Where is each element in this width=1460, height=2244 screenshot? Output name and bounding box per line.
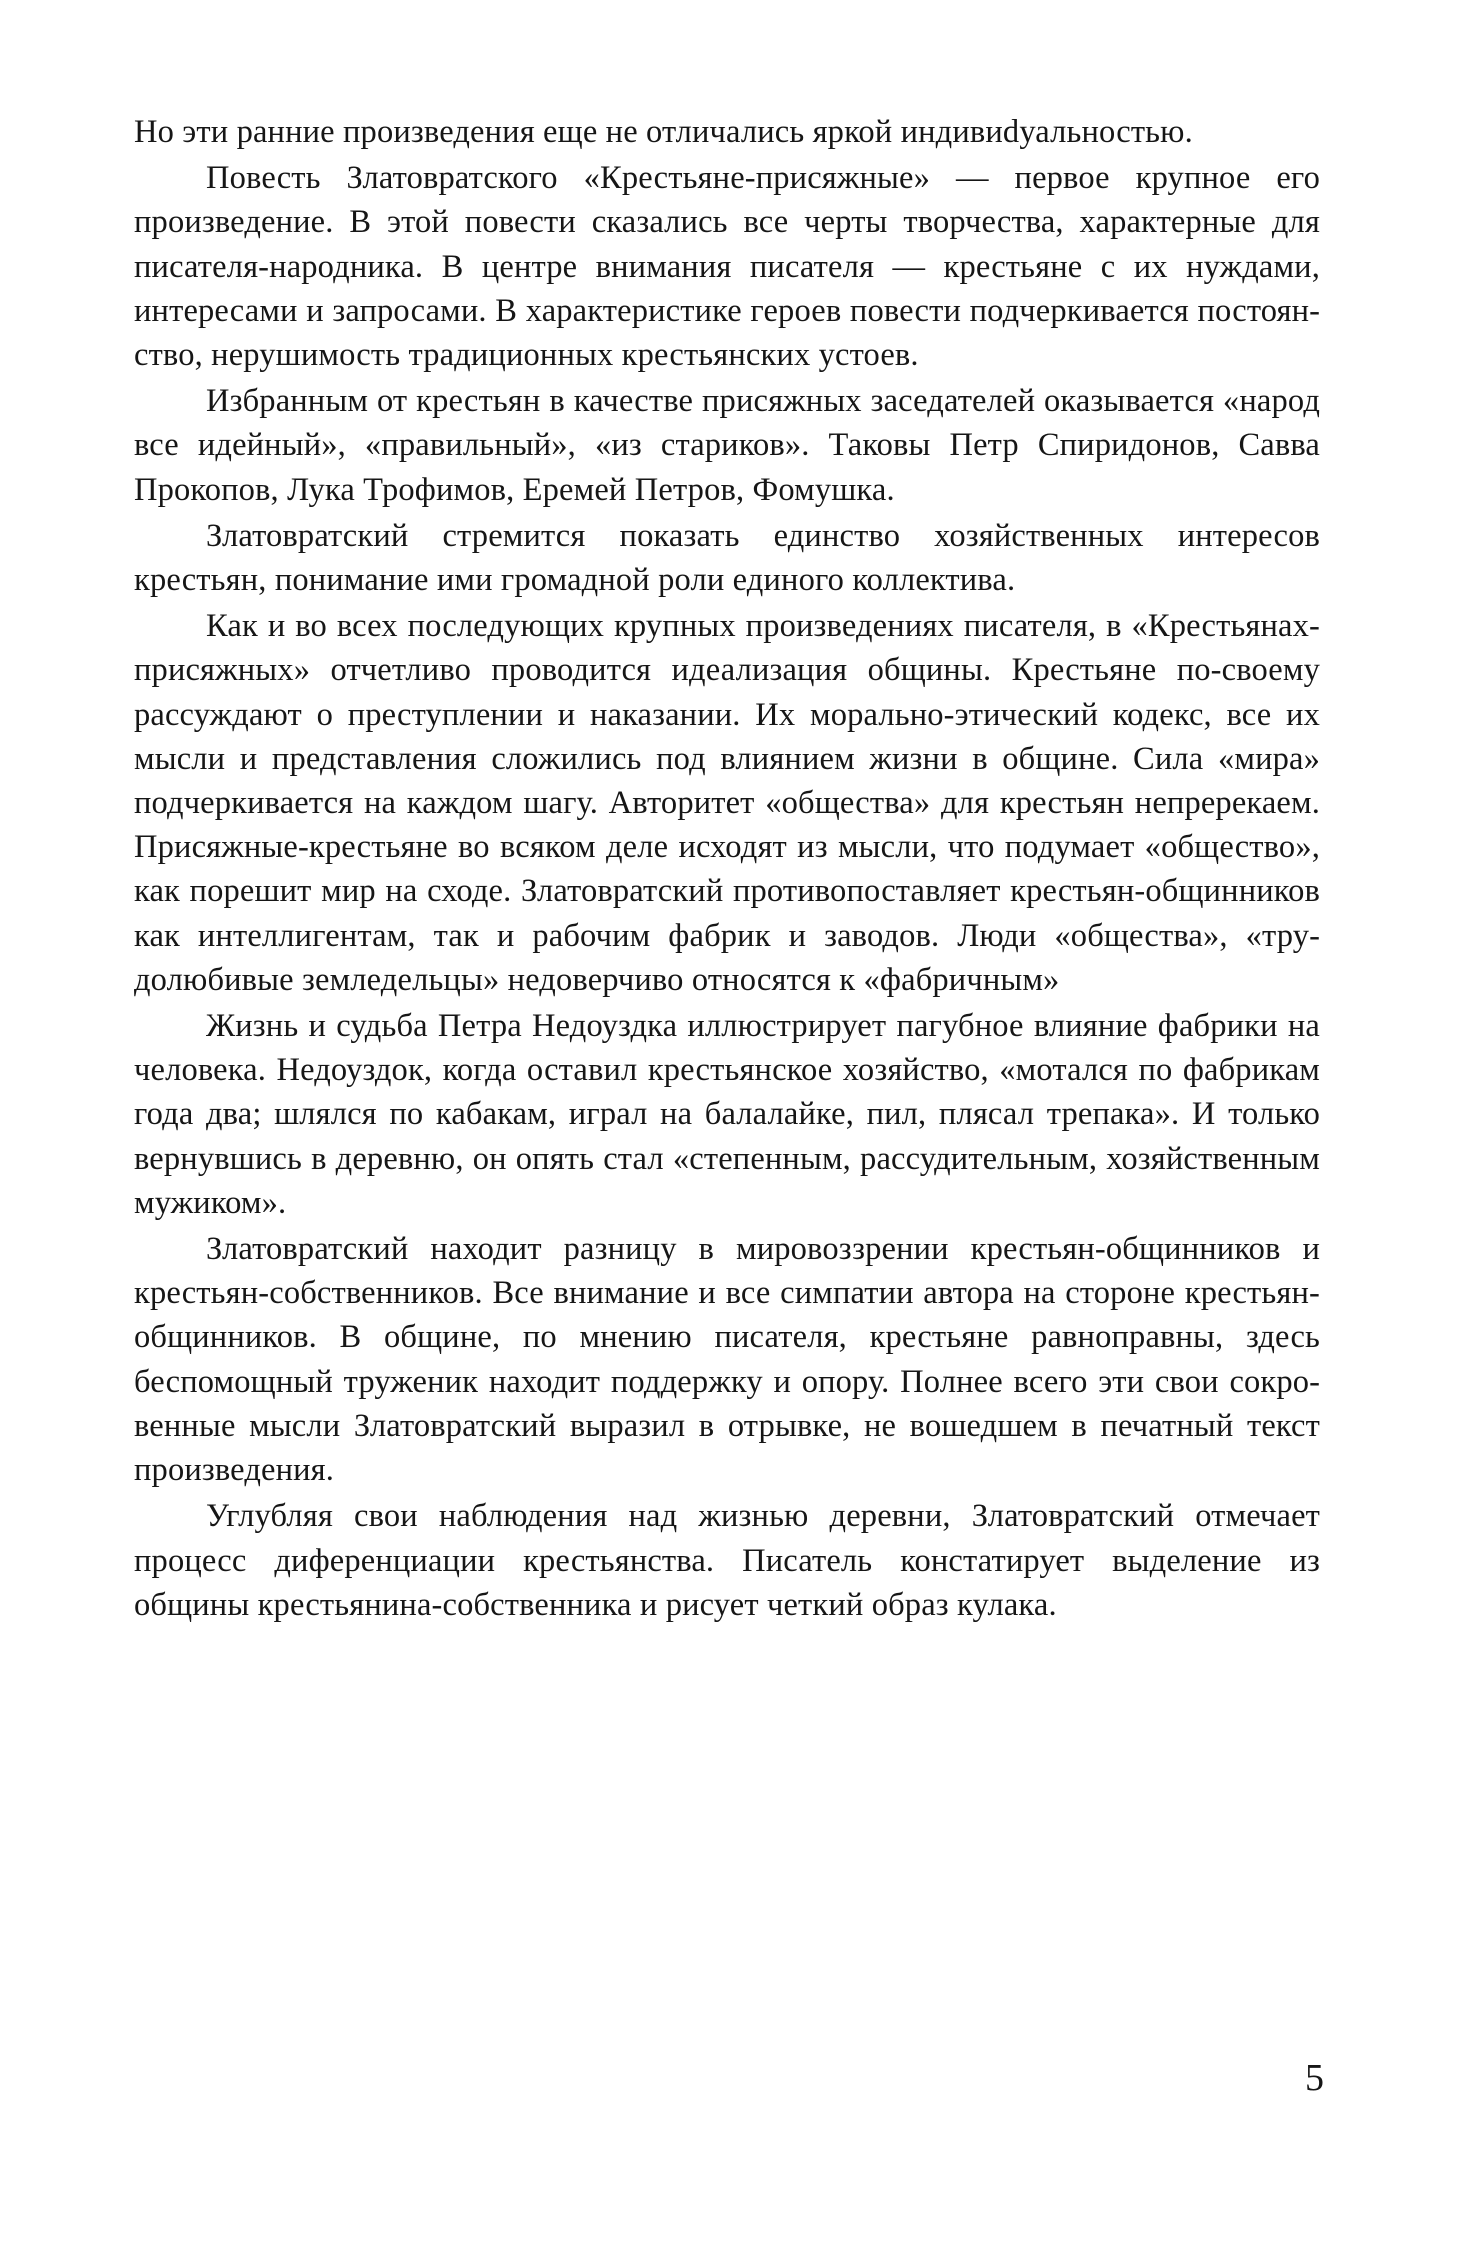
paragraph-8: Углубляя свои наблюдения над жизнью деревни, Златовратский отмечает процесс диференциации крестьянства. Писатель констатирует выделение из общины крестьянина-собственника и рисует четкий образ кулака. [134, 1498, 1320, 1623]
page-body [134, 110, 1320, 1627]
paragraph-5: Как и во всех последующих крупных произведениях писателя, в «Крестьянах-присяжных» отчетливо проводится идеализация общины. Крестьяне по-своему рассуждают о преступлении и наказании. Их морально-этический кодекс, все их мысли и представления сложились под влиянием жизни в общине. Сила «мира» подчеркивается на каждом шагу. Авторитет «общества» для крестьян непререкаем. Присяжные-крестьяне во всяком деле исходят из мысли, что подумает «общество», как порешит мир на сходе. Златовратский противопоставляет крестьян-общинников как интеллигентам, так и рабочим фабрик и заводов. Люди «общества», «трудолюбивые земледельцы» недоверчиво относятся к «фабричным» [134, 608, 1320, 998]
page-number: 5 [1305, 2057, 1324, 2099]
paragraph-2: Повесть Златовратского «Крестьяне-присяжные» — первое крупное его произведение. В этой повести сказались все черты творчества, характерные для писателя-народника. В центре внимания писателя — крестьяне с их нуждами, интересами и запросами. В характеристике героев повести подчеркивается постоянство, нерушимость традиционных крестьянских устоев. [134, 160, 1320, 374]
paragraph-3: Избранным от крестьян в качестве присяжных заседателей оказывается «народ все идейный», «правильный», «из стариков». Таковы Петр Спиридонов, Савва Прокопов, Лука Трофимов, Еремей Петров, Фомушка. [134, 383, 1320, 508]
paragraph-6: Жизнь и судьба Петра Недоуздка иллюстрирует пагубное влияние фабрики на человека. Недоуздок, когда оставил крестьянское хозяйство, «мотался по фабрикам года два; шлялся по кабакам, играл на балалайке, пил, плясал трепака». И только вернувшись в деревню, он опять стал «степенным, рассудительным, хозяйственным мужиком». [134, 1008, 1320, 1221]
paragraph-4: Златовратский стремится показать единство хозяйственных интересов крестьян, понимание ими громадной роли единого коллектива. [134, 517, 1320, 599]
paragraph-7: Златовратский находит разницу в мировоззрении крестьян-общинников и крестьян-собственников. Все внимание и все симпатии автора на стороне крестьян-общинников. В общине, по мнению писателя, крестьяне равноправны, здесь беспомощный труженик находит поддержку и опору. Полнее всего эти свои сокровенные мысли Златовратский выразил в отрывке, не вошедшем в печатный текст произведения. [134, 1231, 1320, 1489]
paragraph-1: Но эти ранние произведения еще не отличались яркой индивиdуальностью. [134, 114, 1193, 150]
